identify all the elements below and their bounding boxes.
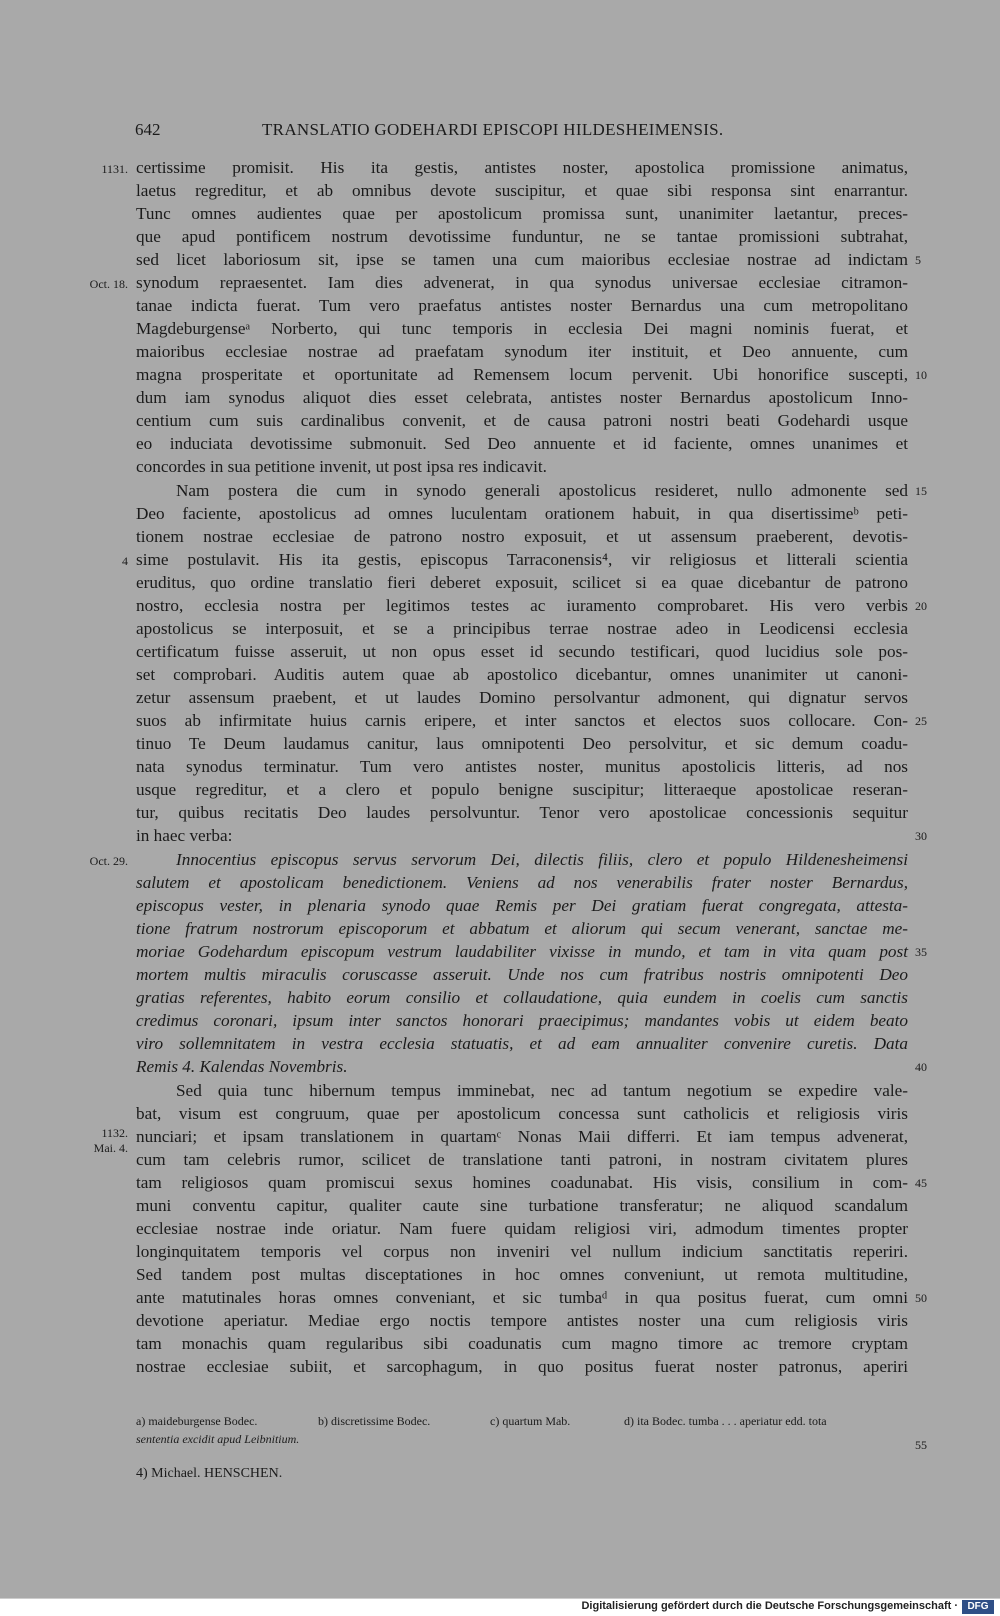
margin-year: 1131. xyxy=(101,162,128,176)
footnote-b: b) discretissime Bodec. xyxy=(318,1414,431,1428)
footer-credit: Digitalisierung gefördert durch die Deutsche Forschungsgemeinschaft · xyxy=(581,1600,958,1612)
footnote-d: d) ita Bodec. tumba . . . aperiatur edd. tota xyxy=(624,1414,827,1428)
text-line: tione fratrum nostrorum episcoporum et abbatum et aliorum qui secum venerant, sanctae me- xyxy=(136,919,908,938)
text-line: Magdeburgenseᵃ Norberto, qui tunc temporis in ecclesia Dei magni nominis fuerat, et xyxy=(136,319,908,338)
text-line: zetur assensum praebent, et ut laudes Domino persolvantur admonent, qui dignatur servos xyxy=(136,688,908,707)
running-title: TRANSLATIO GODEHARDI EPISCOPI HILDESHEIMENSIS. xyxy=(262,120,724,139)
text-line: longinquitatem temporis vel corpus non inveniri vel nullum indicium sanctitatis reperiri. xyxy=(136,1242,908,1261)
text-line: certificatum fuisse asseruit, ut non opus esset id secundo testificari, quod lucidius sole pos- xyxy=(136,642,908,661)
line-number: 15 xyxy=(915,484,927,498)
text-line: muni conventu capitur, qualiter caute sine turbatione transferatur; ne aliquod scandalum xyxy=(136,1196,908,1215)
text-line: laetus regreditur, et ab omnibus devote suscipitur, et quae sibi responsa sint enarrantur. xyxy=(136,181,908,200)
margin-date: Oct. 18. xyxy=(89,277,128,291)
line-number: 40 xyxy=(915,1060,927,1074)
text-line: tur, quibus recitatis Deo laudes persolvuntur. Tenor vero apostolicae concessionis sequitur xyxy=(136,803,908,822)
text-line: nostro, ecclesia nostra per legitimos testes ac iuramento comprobaret. His vero verbis xyxy=(136,596,908,615)
text-line: gratias referentes, habito eorum consilio et collaudatione, quia eundem in coelis cum sanctis xyxy=(136,988,908,1007)
text-line: magna prosperitate et oportunitate ad Remensem locum pervenit. Ubi honorifice suscepti, xyxy=(136,365,908,384)
text-line: cum tam celebris rumor, scilicet de translatione tanti patroni, in nostram civitatem plures xyxy=(136,1150,908,1169)
text-line: Deo faciente, apostolicus ad omnes luculentam orationem habuit, in qua disertissimeᵇ peti- xyxy=(136,504,908,523)
text-line: tionem nostrae ecclesiae de patrono nostro exposuit, et ut assensum praeberent, devotis- xyxy=(136,527,908,546)
line-number: 5 xyxy=(915,253,921,267)
text-line: tanae indicta fuerat. Tum vero praefatus antistes noster Bernardus una cum metropolitano xyxy=(136,296,908,315)
line-number: 30 xyxy=(915,829,927,843)
text-line: bat, visum est congruum, quae per apostolicum concessa sunt catholicis et religiosis viris xyxy=(136,1104,908,1123)
page-number: 642 xyxy=(135,120,161,139)
text-line: episcopus vester, in plenaria synodo quae Remis per Dei gratiam fuerat congregata, attesta- xyxy=(136,896,908,915)
text-line: viro sollemnitatem in vestra ecclesia statuatis, et ad eam annualiter convenire curetis. Data xyxy=(136,1034,908,1053)
text-line: devotione aperiatur. Mediae ergo noctis tempore antistes noster una cum religiosis viris xyxy=(136,1311,908,1330)
text-line: moriae Godehardum episcopum vestrum laudabiliter vixisse in mundo, et tam in vita quam post xyxy=(136,942,908,961)
text-line: certissime promisit. His ita gestis, antistes noster, apostolica promissione animatus, xyxy=(136,158,908,177)
page-header xyxy=(0,120,1000,144)
margin-note-ref: 4 xyxy=(122,554,128,568)
text-line: nunciari; et ipsam translationem in quartamᶜ Nonas Maii differri. Et iam tempus advenerat, xyxy=(136,1127,908,1146)
text-line: Nam postera die cum in synodo generali apostolicus resideret, nullo admonente sed xyxy=(176,481,908,500)
text-line: Tunc omnes audientes quae per apostolicum promissa sunt, unanimiter laetantur, preces- xyxy=(136,204,908,223)
footnote-d-continued: sententia excidit apud Leibnitium. xyxy=(136,1432,300,1446)
text-line: nata synodus terminatur. Tum vero antistes noster, munitus apostolicis litteris, ad nos xyxy=(136,757,908,776)
footnote-a: a) maideburgense Bodec. xyxy=(136,1414,258,1428)
line-number: 20 xyxy=(915,599,927,613)
line-number: 45 xyxy=(915,1176,927,1190)
text-line: salutem et apostolicam benedictionem. Veniens ad nos venerabilis frater noster Bernardus, xyxy=(136,873,908,892)
text-line: tinuo Te Deum laudamus canitur, laus omnipotenti Deo persolvitur, et sic demum coadu- xyxy=(136,734,908,753)
text-line: credimus coronari, ipsum inter sanctos honorari praecipimus; mandantes vobis ut eidem beato xyxy=(136,1011,908,1030)
text-line: Sed quia tunc hibernum tempus imminebat, nec ad tantum negotium se expedire vale- xyxy=(176,1081,908,1100)
footer-bar xyxy=(0,1598,1000,1616)
text-line: Remis 4. Kalendas Novembris. xyxy=(136,1057,348,1076)
text-line: que apud pontificem nostrum devotissime funduntur, ne se tantae promissioni subtrahat, xyxy=(136,227,908,246)
text-line: ante matutinales horas omnes conveniant, et sic tumbaᵈ in qua positus fuerat, cum omni xyxy=(136,1288,908,1307)
text-line: Innocentius episcopus servus servorum Dei, dilectis filiis, clero et populo Hildenesheimensi xyxy=(176,850,908,869)
line-number: 50 xyxy=(915,1291,927,1305)
text-line: suos ab infirmitate huius carnis eripere, et inter sanctos et electos suos collocare. Con- xyxy=(136,711,908,730)
margin-date: Mai. 4. xyxy=(93,1141,128,1155)
footnote-c: c) quartum Mab. xyxy=(490,1414,571,1428)
footnote-4: 4) Michael. HENSCHEN. xyxy=(136,1466,283,1481)
text-line: mortem multis miraculis coruscasse asseruit. Unde nos cum fratribus nostris omnipotenti Deo xyxy=(136,965,908,984)
text-line: centium cum suis cardinalibus convenit, et de causa patroni nostri beati Godehardi usque xyxy=(136,411,908,430)
text-line: apostolicus se interposuit, et se a principibus terrae nostrae adeo in Leodicensi ecclesia xyxy=(136,619,908,638)
dfg-logo: DFG xyxy=(962,1600,994,1614)
line-number: 55 xyxy=(915,1438,927,1452)
text-line: sime postulavit. His ita gestis, episcopus Tarraconensis⁴, vir religiosus et litterali scientia xyxy=(136,550,908,569)
line-number: 10 xyxy=(915,368,927,382)
margin-year: 1132. xyxy=(101,1126,128,1140)
text-line: sed licet laboriosum sit, ipse se tamen una cum maioribus ecclesiae nostrae ad indictam xyxy=(136,250,908,269)
text-line: Sed tandem post multas disceptationes in hoc omnes conveniunt, ut remota multitudine, xyxy=(136,1265,908,1284)
margin-date: Oct. 29. xyxy=(89,854,128,868)
line-number: 35 xyxy=(915,945,927,959)
line-number: 25 xyxy=(915,714,927,728)
text-line: eo induciata devotissime submonuit. Sed Deo annuente et id faciente, omnes unanimes et xyxy=(136,434,908,453)
text-line: concordes in sua petitione invenit, ut post ipsa res indicavit. xyxy=(136,457,547,476)
text-line: set comprobari. Auditis autem quae ab apostolico dicebantur, omnes unanimiter ut canoni- xyxy=(136,665,908,684)
text-line: maioribus ecclesiae nostrae ad praefatam synodum iter instituit, et Deo annuente, cum xyxy=(136,342,908,361)
text-line: eruditus, quo ordine translatio fieri deberet exposuit, scilicet si ea quae dicebantur de patrono xyxy=(136,573,908,592)
text-line: dum iam synodus aliquot dies esset celebrata, antistes noster Bernardus apostolicum Inno- xyxy=(136,388,908,407)
text-line: ecclesiae nostrae inde oriatur. Nam fuere quidam religiosi viri, admodum timentes propter xyxy=(136,1219,908,1238)
text-line: synodum repraesentet. Iam dies advenerat, in qua synodus universae ecclesiae citramon- xyxy=(136,273,908,292)
text-line: in haec verba: xyxy=(136,826,233,845)
text-line: nostrae ecclesiae subiit, et sarcophagum, in quo positus fuerat noster patronus, aperiri xyxy=(136,1357,908,1376)
text-line: usque regreditur, et a clero et populo benigne suscipitur; litteraeque apostolicae reseran- xyxy=(136,780,908,799)
text-line: tam monachis quam regularibus sibi coadunatis cum magno timore ac tremore cryptam xyxy=(136,1334,908,1353)
text-line: tam religiosos quam promiscui sexus homines coadunabat. His visis, consilium in com- xyxy=(136,1173,908,1192)
